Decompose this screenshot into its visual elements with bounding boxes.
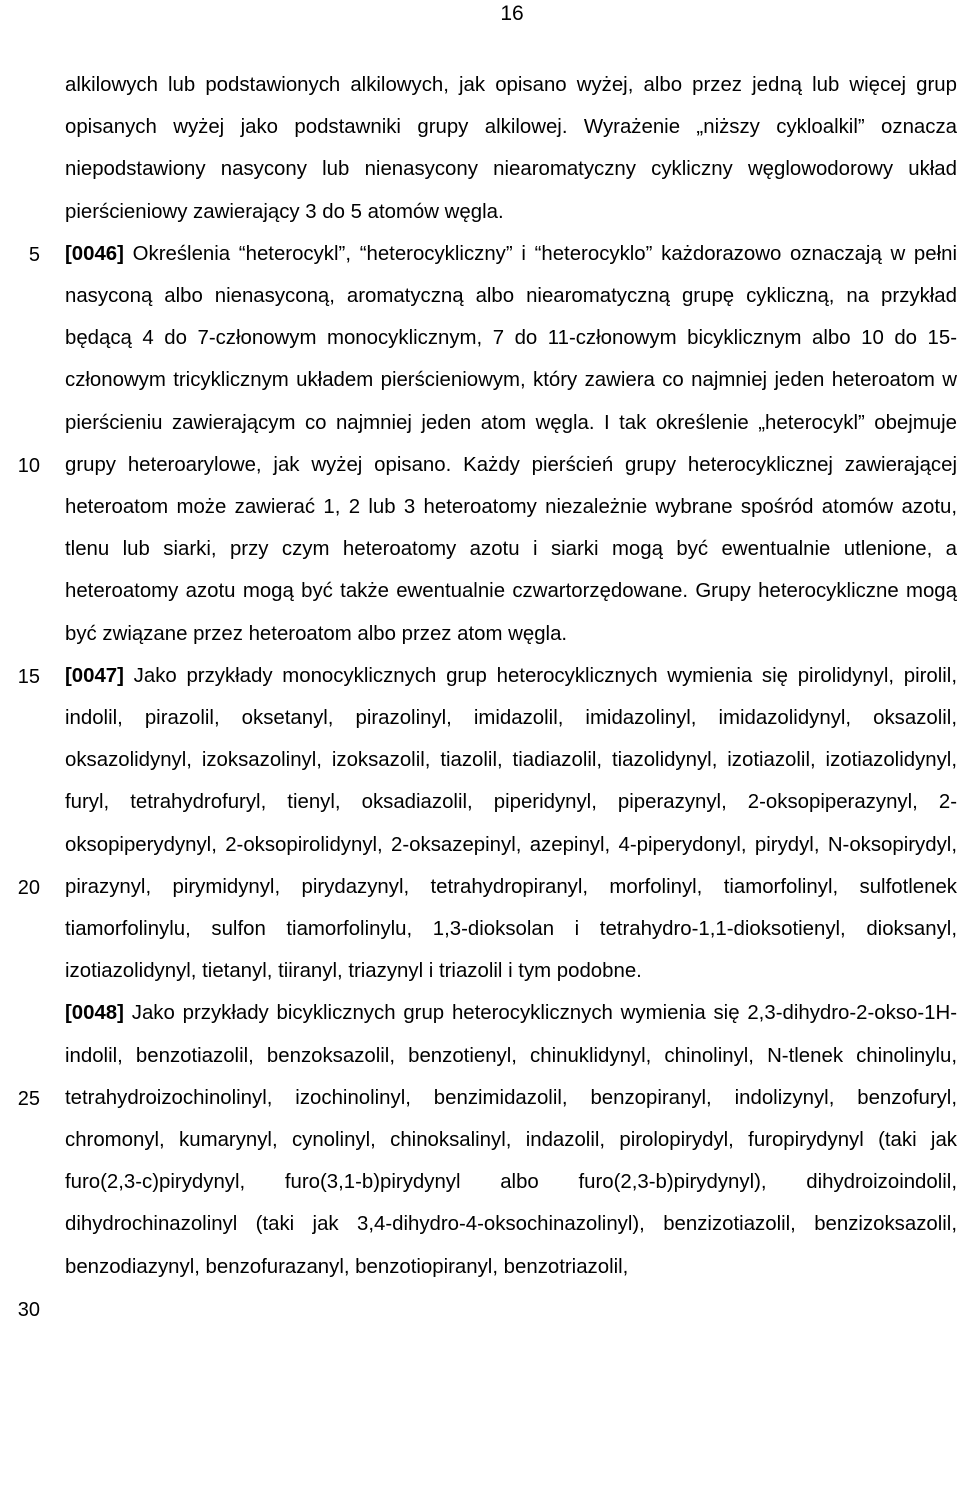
line-number: 25 (17, 1088, 40, 1110)
line-number: 10 (17, 455, 40, 477)
paragraph-tag: [0048] (65, 1002, 124, 1025)
paragraph-continuation (65, 64, 957, 233)
paragraph-tag: [0047] (65, 664, 124, 687)
line-number: 15 (17, 666, 40, 688)
paragraph-0048 (65, 992, 957, 1287)
line-number: 20 (17, 877, 40, 899)
line-number: 5 (28, 244, 40, 266)
paragraph-0047 (65, 655, 957, 993)
paragraph-text: Określenia “heterocykl”, “heterocykliczny” i “heterocyklo” każdorazowo oznaczają w pełni nasyconą albo nienasyconą, aromatyczną albo niearomatyczną grupę cykliczną, na przykład będącą 4 do 7-członowym monocyklicznym, 7 do 11-członowym bicyklicznym albo 10 do 15-członowym tricyklicznym układem pierścieniowym, który zawiera co najmniej jeden heteroatom w pierścieniu zawierającym co najmniej jeden atom węgla. I tak określenie „heterocykl” obejmuje grupy heteroarylowe, jak wyżej opisano. Każdy pierścień grupy heterocyklicznej zawierającej heteroatom może zawierać 1, 2 lub 3 heteroatomy niezależnie wybrane spośród atomów azotu, tlenu lub siarki, przy czym heteroatomy azotu i siarki mogą być ewentualnie utlenione, a heteroatomy azotu mogą być także ewentualnie czwartorzędowane. Grupy heterocykliczne mogą być związane przez heteroatom albo przez atom węgla. (65, 242, 957, 645)
paragraph-text: alkilowych lub podstawionych alkilowych, jak opisano wyżej, albo przez jedną lub więcej grup opisanych wyżej jako podstawniki grupy alkilowej. Wyrażenie „niższy cykloalkil” oznacza niepodstawiony nasycony lub nienasycony niearomatyczny cykliczny węglowodorowy układ pierścieniowy zawierający 3 do 5 atomów węgla. (65, 74, 957, 223)
line-number-gutter (0, 0, 40, 1491)
paragraph-0046 (65, 233, 957, 655)
paragraph-tag: [0046] (65, 242, 124, 265)
paragraph-text: Jako przykłady bicyklicznych grup heterocyklicznych wymienia się 2,3-dihydro-2-okso-1H-indolil, benzotiazolil, benzoksazolil, benzotienyl, chinuklidynyl, chinolinyl, N-tlenek chinolinylu, tetrahydroizochinolinyl, izochinolinyl, benzimidazolil, benzopiranyl, indolizynyl, benzofuryl, chromonyl, kumarynyl, cynolinyl, chinoksalinyl, indazolil, pirolopirydyl, furopirydynyl (taki jak furo(2,3-c)pirydynyl, furo(3,1-b)pirydynyl albo furo(2,3-b)pirydynyl), dihydroizoindolil, dihydrochinazolinyl (taki jak 3,4-dihydro-4-oksochinazolinyl), benzizotiazolil, benzizoksazolil, benzodiazynyl, benzofurazanyl, benzotiopiranyl, benzotriazolil, (65, 1002, 957, 1278)
line-number: 30 (17, 1299, 40, 1321)
paragraph-text: Jako przykłady monocyklicznych grup heterocyklicznych wymienia się pirolidynyl, pirolil, indolil, pirazolil, oksetanyl, pirazolinyl, imidazolil, imidazolinyl, imidazolidynyl, oksazolil, oksazolidynyl, izoksazolinyl, izoksazolil, tiazolil, tiadiazolil, tiazolidynyl, izotiazolil, izotiazolidynyl, furyl, tetrahydrofuryl, tienyl, oksadiazolil, piperidynyl, piperazynyl, 2-oksopiperazynyl, 2-oksopiperydynyl, 2-oksopirolidynyl, 2-oksazepinyl, azepinyl, 4-piperydonyl, pirydyl, N-oksopirydyl, pirazynyl, pirymidynyl, pirydazynyl, tetrahydropiranyl, morfolinyl, tiamorfolinyl, sulfotlenek tiamorfolinylu, sulfon tiamorfolinylu, 1,3-dioksolan i tetrahydro-1,1-dioksotienyl, dioksanyl, izotiazolidynyl, tietanyl, tiiranyl, triazynyl i triazolil i tym podobne. (65, 664, 957, 983)
document-body (65, 64, 957, 1288)
page-number: 16 (500, 2, 524, 25)
